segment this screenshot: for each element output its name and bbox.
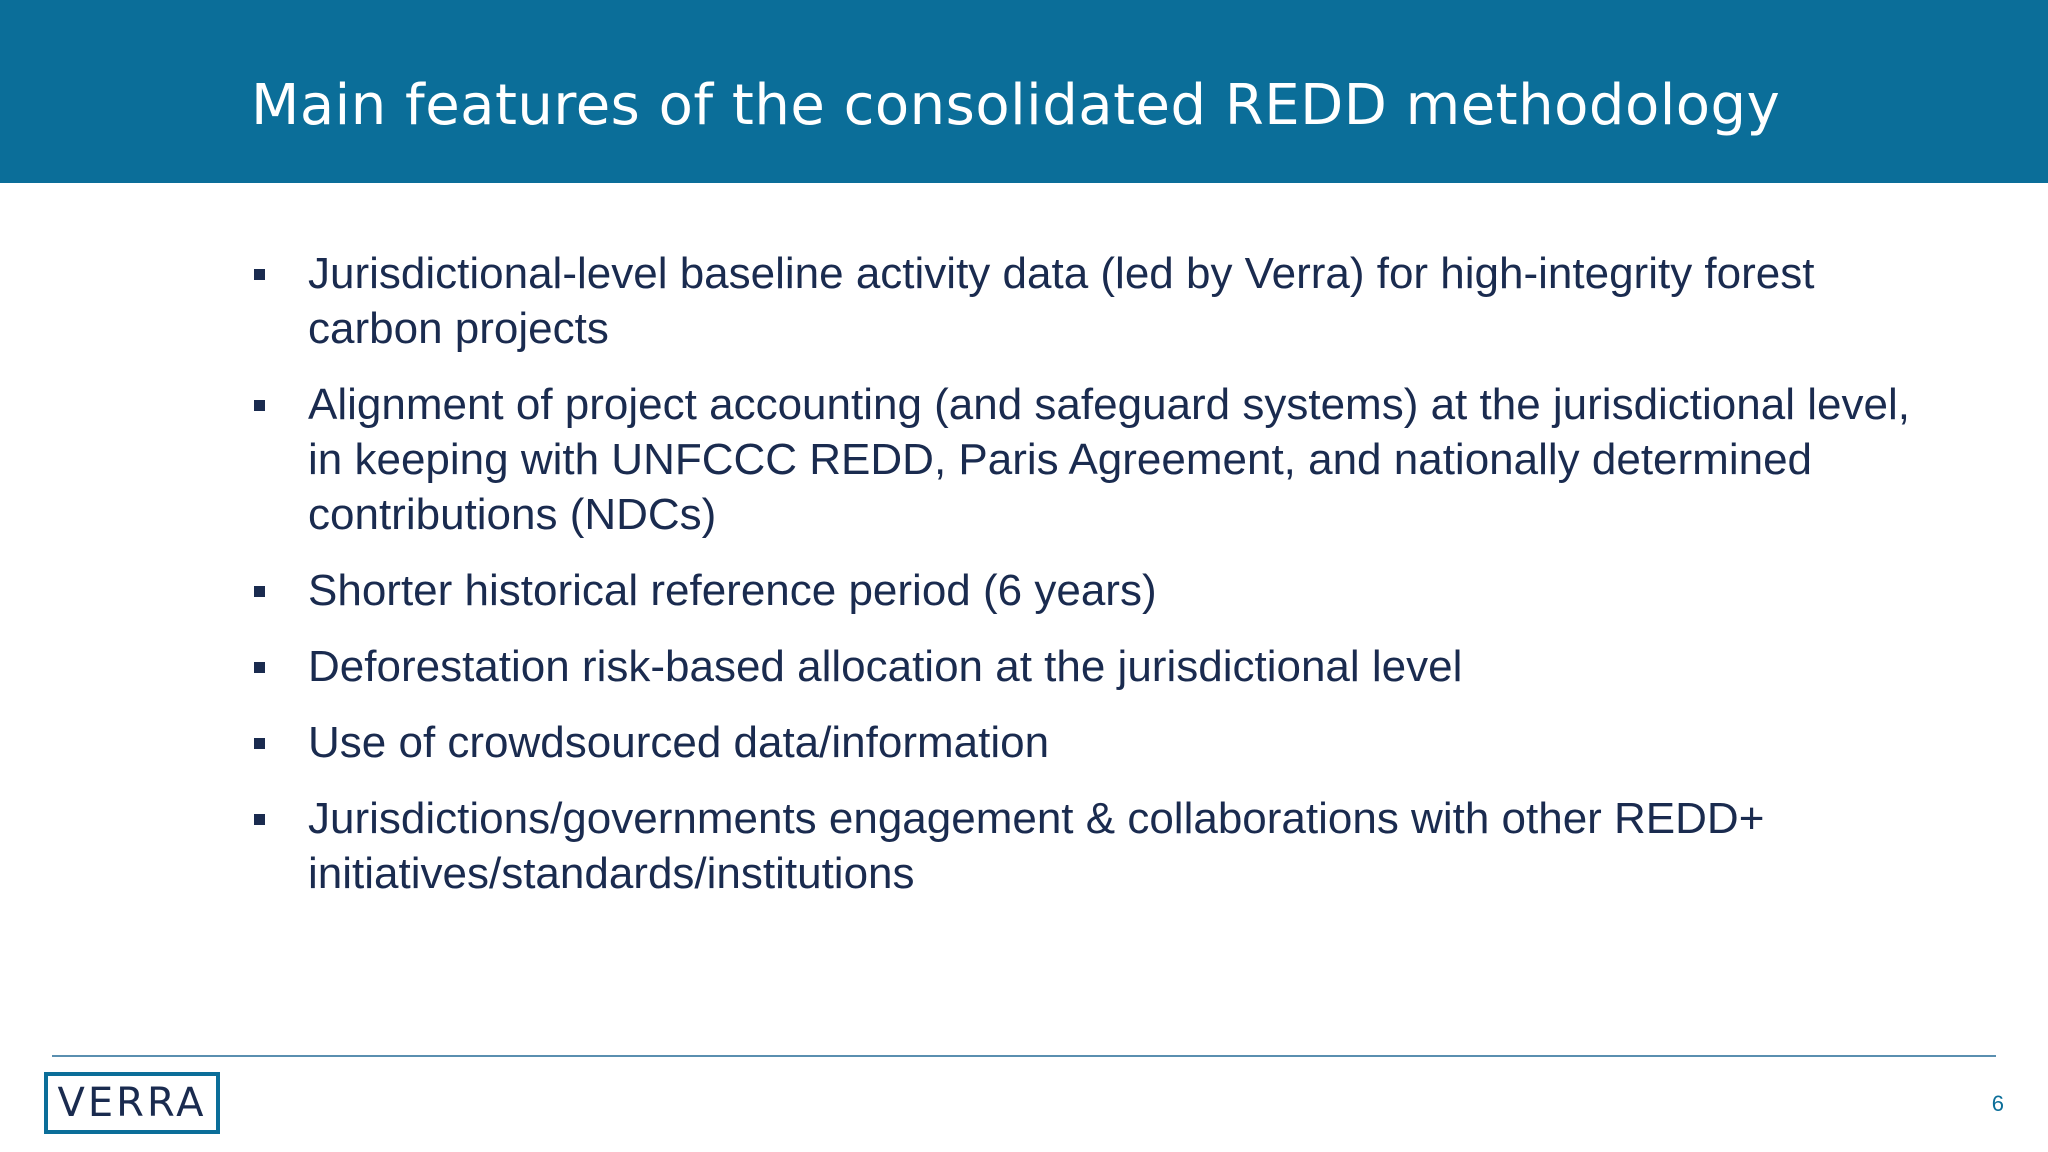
bullet-text: Alignment of project accounting (and safeguard systems) at the jurisdictional level, in keeping with UNFCCC REDD, Paris Agreement, and nationally determined contributions (NDCs) — [308, 380, 1910, 539]
square-bullet-icon — [254, 738, 265, 749]
bullet-list — [252, 246, 1912, 922]
bullet-text: Jurisdictional-level baseline activity data (led by Verra) for high-integrity forest carbon projects — [308, 249, 1815, 353]
logo-text: VERRA — [57, 1080, 207, 1126]
bullet-item — [252, 563, 1912, 618]
square-bullet-icon — [254, 400, 265, 411]
verra-logo — [44, 1072, 220, 1134]
bullet-text: Deforestation risk-based allocation at the jurisdictional level — [308, 642, 1463, 691]
square-bullet-icon — [254, 269, 265, 280]
slide-title: Main features of the consolidated REDD methodology — [251, 73, 1781, 138]
bullet-text: Use of crowdsourced data/information — [308, 718, 1050, 767]
bullet-item — [252, 639, 1912, 694]
title-banner — [0, 0, 2048, 183]
square-bullet-icon — [254, 814, 265, 825]
footer-divider — [52, 1055, 1996, 1057]
square-bullet-icon — [254, 586, 265, 597]
bullet-item — [252, 715, 1912, 770]
page-number: 6 — [1991, 1091, 2004, 1116]
bullet-item — [252, 791, 1912, 901]
bullet-item — [252, 377, 1912, 542]
bullet-text: Jurisdictions/governments engagement & collaborations with other REDD+ initiatives/standards/institutions — [308, 794, 1765, 898]
square-bullet-icon — [254, 662, 265, 673]
bullet-item — [252, 246, 1912, 356]
bullet-text: Shorter historical reference period (6 years) — [308, 566, 1157, 615]
